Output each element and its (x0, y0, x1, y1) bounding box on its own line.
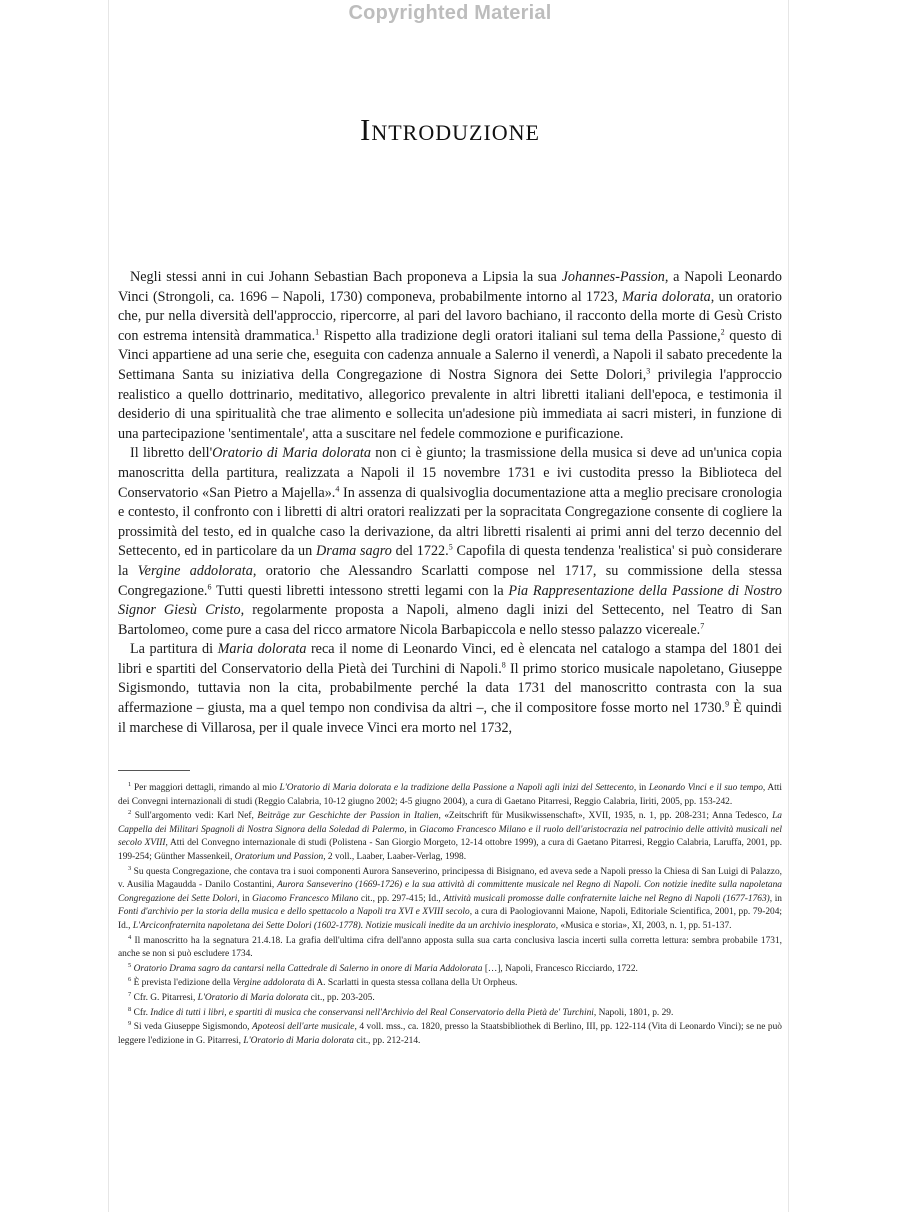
text-run: Tutti questi libretti intessono stretti legami con la (211, 582, 509, 599)
italic-run: Giacomo Francesco Milano (252, 893, 359, 904)
text-run: Negli stessi anni in cui Johann Sebastian Bach proponeva a Lipsia la sua (130, 269, 562, 285)
text-run: , regolarmente proposta a Napoli, almeno dagli inizi del Settecento, nel Teatro di San Bartolomeo, come pure a casa del ricco armatore Nicola Barbapiccola e nello stesso palazzo vicereale. (118, 602, 782, 638)
text-run: È quindi il marchese di Villarosa, per il quale invece Vinci era morto nel 1732, (118, 700, 782, 736)
footnote (118, 782, 782, 809)
note-marker: 3 (646, 366, 651, 376)
text-run: reca il nome di Leonardo Vinci, ed è elencata nel catalogo a stampa del 1801 dei libri e spartiti del Conservatorio della Pietà dei Turchini di Napoli. (118, 641, 783, 677)
note-marker: 8 (128, 1005, 132, 1013)
italic-run: Vergine addolorata (137, 562, 253, 579)
italic-run: Maria dolorata (217, 641, 307, 658)
note-marker: 1 (128, 780, 132, 788)
text-run: , in (633, 783, 649, 793)
note-marker: 4 (128, 933, 132, 941)
italic-run: Indice di tutti i libri, e spartiti di musica che conservansi nell'Archivio del Real Conservatorio della Pietà de' Turchini (150, 1007, 594, 1018)
italic-run: Beiträge zur Geschichte der Passion in Italien (257, 811, 439, 822)
text-run: Cfr. (131, 1007, 151, 1018)
paragraph (118, 640, 782, 738)
italic-run: Vergine addolorata (232, 978, 305, 989)
italic-run: Pia Rappresentazione della Passione di Nostro Signor Giesù Cristo (118, 582, 782, 619)
italic-run: Maria dolorata (622, 288, 711, 305)
text-run: , in (769, 893, 782, 904)
text-run: Si veda Giuseppe Sigismondo, (131, 1022, 253, 1033)
note-marker: 7 (128, 990, 132, 998)
text-run: È prevista l'edizione della (131, 978, 233, 989)
text-run: cit., pp. 297-415; Id., (358, 893, 444, 904)
text-run: , a Napoli Leonardo Vinci (Strongoli, ca. 1696 – Napoli, 1730) componeva, probabilmente intorno al 1723, (118, 269, 782, 305)
footnotes (118, 782, 782, 1049)
italic-run: L'Arciconfraternita napoletana dei Sette Dolori (1602-1778). Notizie musicali inedite da un archivio inesplorato (132, 920, 556, 931)
text-run: La partitura di (130, 641, 218, 658)
text-run: cit., pp. 203-205. (308, 992, 375, 1003)
text-run: del 1722. (391, 543, 449, 560)
text-run: , 2 voll., Laaber, Laaber-Verlag, 1998. (323, 851, 467, 862)
footnote (118, 1007, 782, 1021)
text-run: , Atti del Convegno internazionale di studi (Polistena - San Giorgio Morgeto, 12-14 ottobre 1999), a cura di Gaetano Pitarresi, Reggio Calabria, Laruffa, 2001, pp. 199-254; Günther Massenkeil, (118, 838, 782, 862)
text-run: Il primo storico musicale napoletano, Giuseppe Sigismondo, tuttavia non la cita, probabilmente perché la data 1731 del manoscritto contrasta con la sua affermazione – giusta, ma a quel tempo non condivisa da altri –, che il compositore fosse morto nel 1730. (118, 660, 782, 717)
text-run: , Atti dei Convegni internazionali di studi (Reggio Calabria, 10-12 giugno 2002; 4-5 giugno 2004), a cura di Gaetano Pitarresi, Reggio Calabria, Iiriti, 2005, pp. 153-242. (118, 783, 782, 807)
footnote (118, 963, 782, 977)
note-marker: 9 (725, 699, 730, 709)
text-run: , 4 voll. mss., ca. 1820, presso la Staatsbibliothek di Berlino, III, pp. 122-114 (Vita di Leonardo Vinci); se ne può leggere l'edizione in G. Pitarresi, (118, 1022, 782, 1046)
text-run: […], Napoli, Francesco Ricciardo, 1722. (482, 963, 638, 974)
italic-run: L'Oratorio di Maria dolorata e la tradizione della Passione a Napoli agli inizi del Settecento (279, 783, 634, 793)
text-run: questo di Vinci appartiene ad una serie che, eseguita con cadenza annuale a Salerno il venerdì, a Napoli il sabato precedente la Settimana Santa su iniziativa della Congregazione di Nostra Signora dei Sette Dolori, (118, 327, 783, 383)
note-marker: 5 (128, 961, 132, 969)
italic-run: Aurora Sanseverino (1669-1726) e la sua attività di committente musicale nel Regno di Napoli. Con notizie inedite sulla napoletana Congregazione dei Sette Dolori (118, 880, 782, 904)
italic-run: Oratorium und Passion (234, 851, 324, 862)
text-run: , Napoli, 1801, p. 29. (593, 1007, 674, 1018)
text-run: Cfr. G. Pitarresi, (131, 992, 198, 1003)
text-run: In assenza di qualsivoglia documentazione atta a meglio precisare cronologia e contesto, il confronto con i libretti di altri oratori realizzati per la sopracitata Congregazione consente di cogliere la prossimità del testo, ed in qualche caso la derivazione, da altri libretti risalenti ai primi anni del terzo decennio del Settecento, ed in particolare da un (118, 484, 782, 560)
text-run: , a cura di Paologiovanni Maione, Napoli, Editoriale Scientifica, 2001, pp. 79-204; Id., (118, 907, 782, 931)
note-marker: 4 (335, 483, 340, 493)
note-marker: 8 (501, 660, 506, 670)
italic-run: Oratorio di Maria dolorata (212, 445, 371, 462)
italic-run: L'Oratorio di Maria dolorata (243, 1035, 354, 1046)
footnote (118, 977, 782, 991)
italic-run: Apoteosi dell'arte musicale (252, 1022, 355, 1033)
note-marker: 7 (700, 620, 705, 630)
note-marker: 2 (720, 327, 725, 337)
note-marker: 6 (207, 581, 212, 591)
text-run: Su questa Congregazione, che contava tra i suoi componenti Aurora Sanseverino, principessa di Bisignano, ed aveva sede a Napoli presso la Chiesa di San Luigi di Palazzo, v. Ausilia Magaudda - Danilo Costantini, (118, 866, 782, 891)
page-title: Introduzione (360, 112, 540, 147)
text-run: , un oratorio che, pur nella diversità dell'approccio, ripercorre, al pari del lavoro bachiano, il racconto della morte di Gesù Cristo con estrema intensità drammatica. (118, 288, 783, 344)
note-marker: 3 (128, 864, 132, 872)
text-run: , in (237, 893, 253, 904)
text-run: cit., pp. 212-214. (353, 1035, 421, 1046)
footnote (118, 992, 782, 1006)
italic-run: La Cappella dei Militari Spagnoli di Nostra Signora della Soledad di Palermo (118, 811, 782, 835)
text-run: Capofila di questa tendenza 'realistica' si può considerare la (118, 543, 783, 579)
italic-run: L'Oratorio di Maria dolorata (197, 992, 309, 1003)
note-marker: 6 (128, 976, 132, 984)
text-run: Il libretto dell' (130, 445, 213, 462)
text-run: Sull'argomento vedi: Karl Nef, (131, 811, 258, 822)
text-run: Rispetto alla tradizione degli oratori italiani sul tema della Passione, (319, 327, 721, 344)
italic-run: Johannes-Passion (561, 269, 665, 285)
italic-run: Giacomo Francesco Milano e il ruolo dell'aristocrazia nel patrocinio delle attività musicali nel secolo XVIII (118, 824, 782, 849)
copyright-watermark: Copyrighted Material (348, 2, 552, 24)
footnote (118, 866, 782, 934)
note-marker: 1 (315, 327, 320, 337)
text-run: non ci è giunto; la trasmissione della musica si deve ad un'unica copia manoscritta della partitura, realizzata a Napoli il 15 novembre 1731 e ivi custodita presso la Biblioteca del Conservatorio «San Pietro a Majella». (118, 445, 782, 501)
note-marker: 9 (128, 1019, 132, 1027)
body-text (118, 268, 782, 738)
paragraph (118, 268, 782, 444)
footnote (118, 935, 782, 962)
text-run: , oratorio che Alessandro Scarlatti compose nel 1717, su commissione della stessa Congregazione. (118, 562, 782, 599)
italic-run: Oratorio Drama sagro da cantarsi nella Cattedrale di Salerno in onore di Maria Addolorata (133, 963, 483, 974)
text-run: , «Zeitschrift für Musikwissenschaft», XVII, 1935, n. 1, pp. 208-231; Anna Tedesco, (438, 811, 773, 822)
text-run: di A. Scarlatti in questa stessa collana della Ut Orpheus. (304, 978, 518, 989)
italic-run: Fonti d'archivio per la storia della musica e dello spettacolo a Napoli tra XVI e XVIII secolo (118, 907, 470, 918)
italic-run: Attività musicali promosse dalle confraternite laiche nel Regno di Napoli (1677-1763) (443, 893, 770, 904)
footnote-divider (118, 770, 190, 771)
text-run: Il manoscritto ha la segnatura 21.4.18. La grafia dell'ultima cifra dell'anno apposta sulla sua carta conclusiva lascia incerti sulla corretta lettura: sembra probabile 1731, anche se non si può escludere 1734. (118, 935, 782, 960)
text-run: Per maggiori dettagli, rimando al mio (131, 783, 280, 793)
text-run: , in (404, 824, 420, 835)
italic-run: Drama sagro (316, 543, 392, 560)
note-marker: 2 (128, 809, 132, 817)
footnote (118, 1021, 782, 1048)
footnote (118, 810, 782, 864)
italic-run: Leonardo Vinci e il suo tempo (648, 783, 763, 793)
note-marker: 5 (448, 542, 453, 552)
paragraph (118, 444, 782, 640)
text-run: privilegia l'approccio realistico a quello dottrinario, meditativo, allegorico prevalente in altri libretti italiani dell'epoca, e testimonia il desiderio di una spiritualità che trae alimento e sollecita un'adesione più immediata ai sacri misteri, in funzione di una partecipazione 'sentimentale', atta a suscitare nel fedele commozione e purificazione. (118, 366, 782, 442)
text-run: , «Musica e storia», XI, 2003, n. 1, pp. 51-137. (555, 920, 732, 931)
